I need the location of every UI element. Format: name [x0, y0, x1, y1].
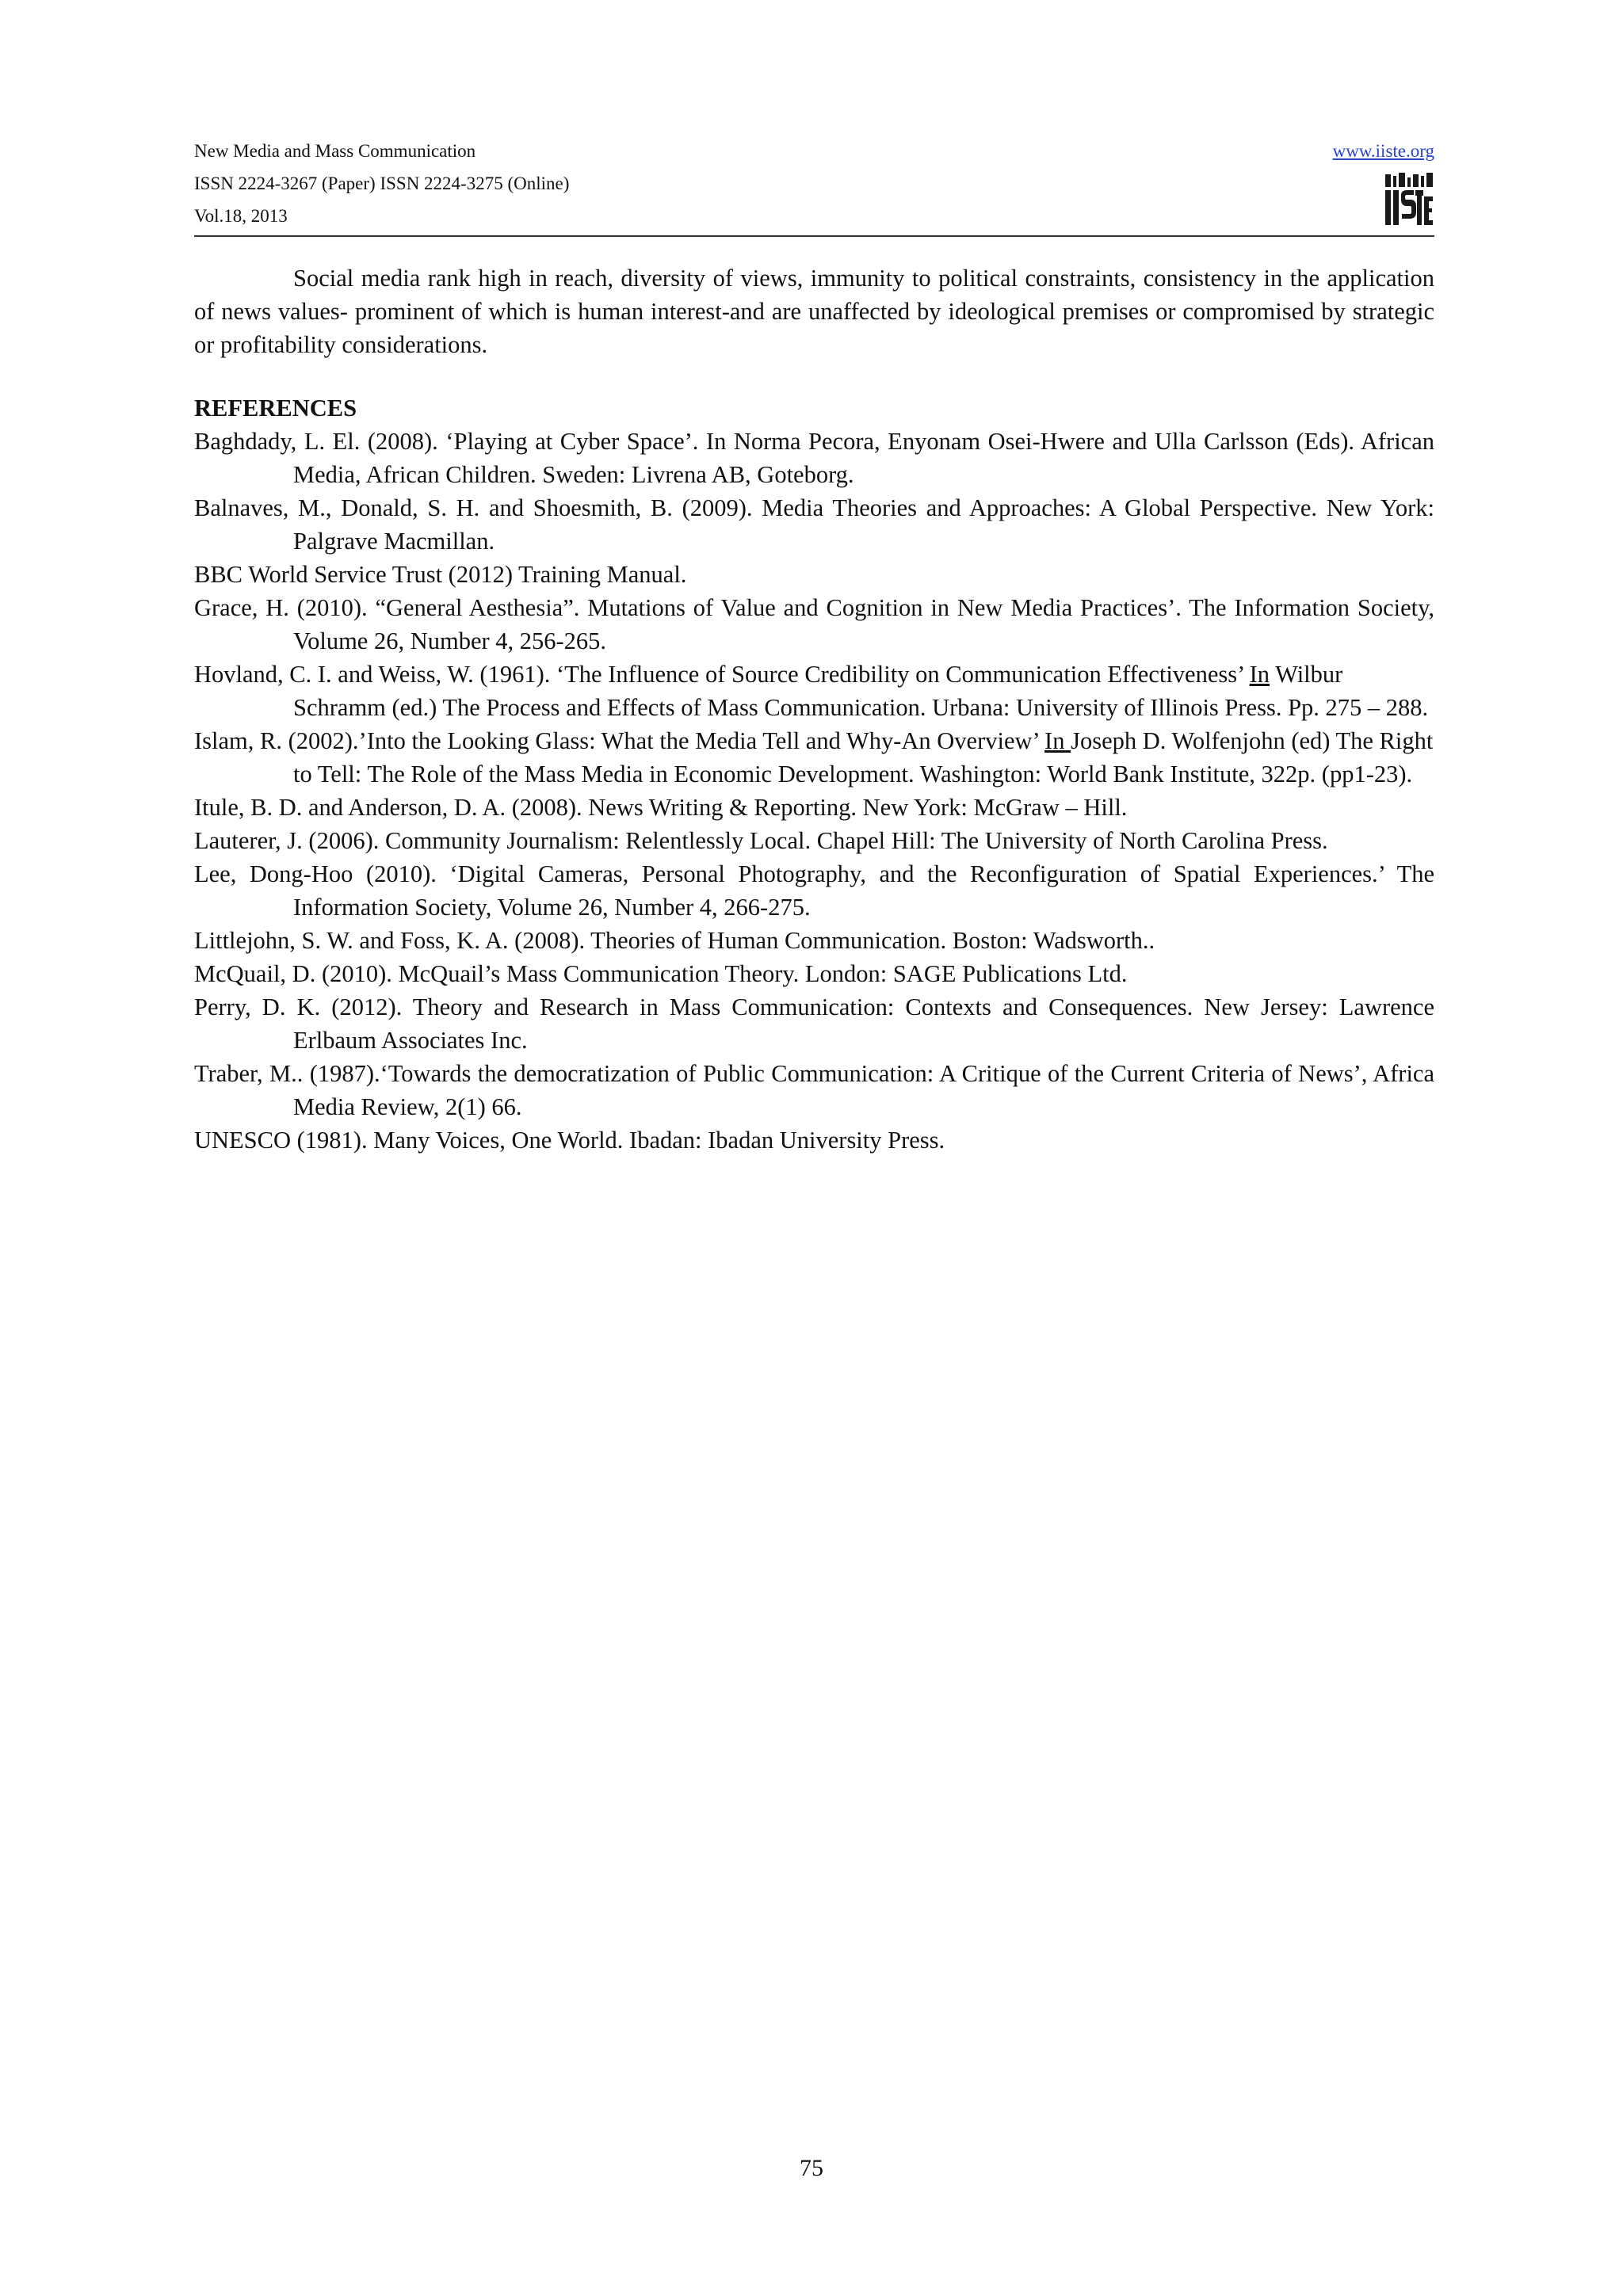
reference-item: McQuail, D. (2010). McQuail’s Mass Communication Theory. London: SAGE Publications Ltd. — [194, 960, 1128, 987]
page-content — [194, 261, 1434, 1157]
reference-item: Littlejohn, S. W. and Foss, K. A. (2008). Theories of Human Communication. Boston: Wadsworth.. — [194, 927, 1155, 954]
reference-item: Balnaves, M., Donald, S. H. and Shoesmith, B. (2009). Media Theories and Approaches: A Global Perspective. New York: Palgrave Macmillan. — [194, 494, 1434, 555]
reference-item — [194, 724, 1434, 791]
volume-line: Vol.18, 2013 — [194, 206, 288, 226]
body-paragraph: Social media rank high in reach, diversity of views, immunity to political constraints, consistency in the application of news values- prominent of which is human interest-and are unaffected by ideological premises or compromised by strategic or profitability considerations. — [194, 265, 1434, 358]
reference-in-marker: In — [1044, 727, 1071, 754]
reference-item: Baghdady, L. El. (2008). ‘Playing at Cyber Space’. In Norma Pecora, Enyonam Osei-Hwere and Ulla Carlsson (Eds). African Media, African Children. Sweden: Livrena AB, Goteborg. — [194, 428, 1434, 488]
iiste-logo-icon — [1384, 171, 1434, 228]
website-link[interactable]: www.iiste.org — [1332, 141, 1434, 161]
reference-item: Lee, Dong-Hoo (2010). ‘Digital Cameras, Personal Photography, and the Reconfiguration of Spatial Experiences.’ The Information Society, Volume 26, Number 4, 266-275. — [194, 860, 1434, 921]
reference-item: Itule, B. D. and Anderson, D. A. (2008). News Writing & Reporting. New York: McGraw – Hill. — [194, 794, 1128, 821]
page-number: 75 — [800, 2155, 823, 2181]
reference-item: Lauterer, J. (2006). Community Journalism: Relentlessly Local. Chapel Hill: The University of North Carolina Press. — [194, 827, 1328, 854]
reference-item: UNESCO (1981). Many Voices, One World. Ibadan: Ibadan University Press. — [194, 1127, 945, 1154]
reference-text: Joseph D. Wolfenjohn (ed) The Right to Tell: The Role of the Mass Media in Economic Development. Washington: World Bank Institute, 322p. (pp1-23). — [293, 727, 1434, 788]
reference-item — [194, 658, 1434, 724]
page-header — [194, 135, 1434, 232]
reference-text: Hovland, C. I. and Weiss, W. (1961). ‘The Influence of Source Credibility on Communication Effectiveness’ — [194, 661, 1250, 688]
reference-item: Traber, M.. (1987).‘Towards the democratization of Public Communication: A Critique of the Current Criteria of News’, Africa Media Review, 2(1) 66. — [194, 1060, 1434, 1120]
reference-in-marker: In — [1249, 661, 1270, 688]
references-heading: REFERENCES — [194, 395, 357, 421]
reference-item: Grace, H. (2010). “General Aesthesia”. Mutations of Value and Cognition in New Media Practices’. The Information Society, Volume 26, Number 4, 256-265. — [194, 594, 1434, 654]
reference-item: Perry, D. K. (2012). Theory and Research in Mass Communication: Contexts and Consequences. New Jersey: Lawrence Erlbaum Associates Inc. — [194, 994, 1434, 1054]
issn-line: ISSN 2224-3267 (Paper) ISSN 2224-3275 (Online) — [194, 174, 570, 193]
reference-text: Islam, R. (2002).’Into the Looking Glass: What the Media Tell and Why-An Overview’ — [194, 727, 1045, 754]
journal-title: New Media and Mass Communication — [194, 141, 476, 161]
reference-list — [194, 425, 1434, 1157]
reference-text: Wilbur Schramm (ed.) The Process and Effects of Mass Communication. Urbana: University of Illinois Press. Pp. 275 – 288. — [293, 661, 1429, 721]
header-divider — [194, 235, 1434, 237]
reference-item: BBC World Service Trust (2012) Training Manual. — [194, 561, 687, 588]
